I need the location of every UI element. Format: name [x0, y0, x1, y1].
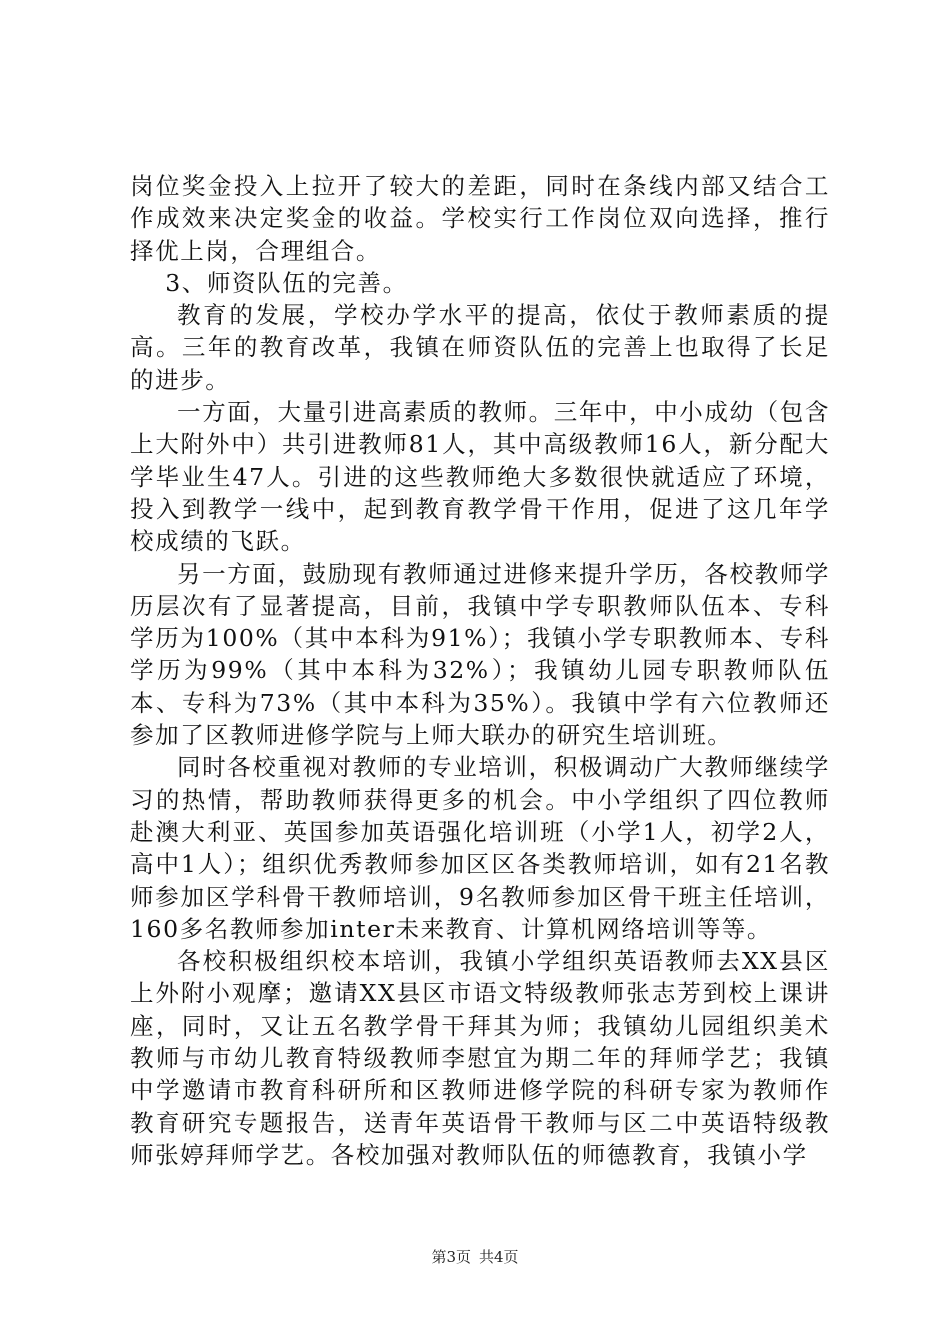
paragraph: 同时各校重视对教师的专业培训，积极调动广大教师继续学习的热情，帮助教师获得更多的机会。中小学组织了四位教师赴澳大利亚、英国参加英语强化培训班（小学1人，初学2人，高中1人）；组织优秀教师参加区区各类教师培训，如有21名教师参加区学科骨干教师培训，9名教师参加区骨干班主任培训，160多名教师参加inter未来教育、计算机网络培训等等。 [130, 753, 830, 943]
paragraph: 教育的发展，学校办学水平的提高，依仗于教师素质的提高。三年的教育改革，我镇在师资队伍的完善上也取得了长足的进步。 [130, 301, 830, 394]
paragraph: 各校积极组织校本培训，我镇小学组织英语教师去XX县区上外附小观摩；邀请XX县区市语文特级教师张志芳到校上课讲座，同时，又让五名教学骨干拜其为师；我镇幼儿园组织美术教师与市幼儿教育特级教师李慰宜为期二年的拜师学艺；我镇中学邀请市教育科研所和区教师进修学院的科研专家为教师作教育研究专题报告，送青年英语骨干教师与区二中英语特级教师张婷拜师学艺。各校加强对教师队伍的师德教育，我镇小学 [130, 947, 830, 1169]
section-heading: 3、师资队伍的完善。 [165, 268, 408, 297]
page-number: 第3页 [431, 1248, 471, 1266]
page-footer [0, 1247, 950, 1267]
page-total: 共4页 [479, 1248, 519, 1266]
paragraph: 一方面，大量引进高素质的教师。三年中，中小成幼（包含上大附外中）共引进教师81人，其中高级教师16人，新分配大学毕业生47人。引进的这些教师绝大多数很快就适应了环境，投入到教学一线中，起到教育教学骨干作用，促进了这几年学校成绩的飞跃。 [130, 398, 830, 556]
paragraph: 另一方面，鼓励现有教师通过进修来提升学历，各校教师学历层次有了显著提高，目前，我镇中学专职教师队伍本、专科学历为100%（其中本科为91%）；我镇小学专职教师本、专科学历为99%（其中本科为32%）；我镇幼儿园专职教师队伍本、专科为73%（其中本科为35%）。我镇中学有六位教师还参加了区教师进修学院与上师大联办的研究生培训班。 [130, 559, 830, 750]
paragraph-continuation: 岗位奖金投入上拉开了较大的差距，同时在条线内部又结合工作成效来决定奖金的收益。学校实行工作岗位双向选择，推行择优上岗，合理组合。 [130, 172, 830, 265]
document-body [130, 170, 830, 1171]
